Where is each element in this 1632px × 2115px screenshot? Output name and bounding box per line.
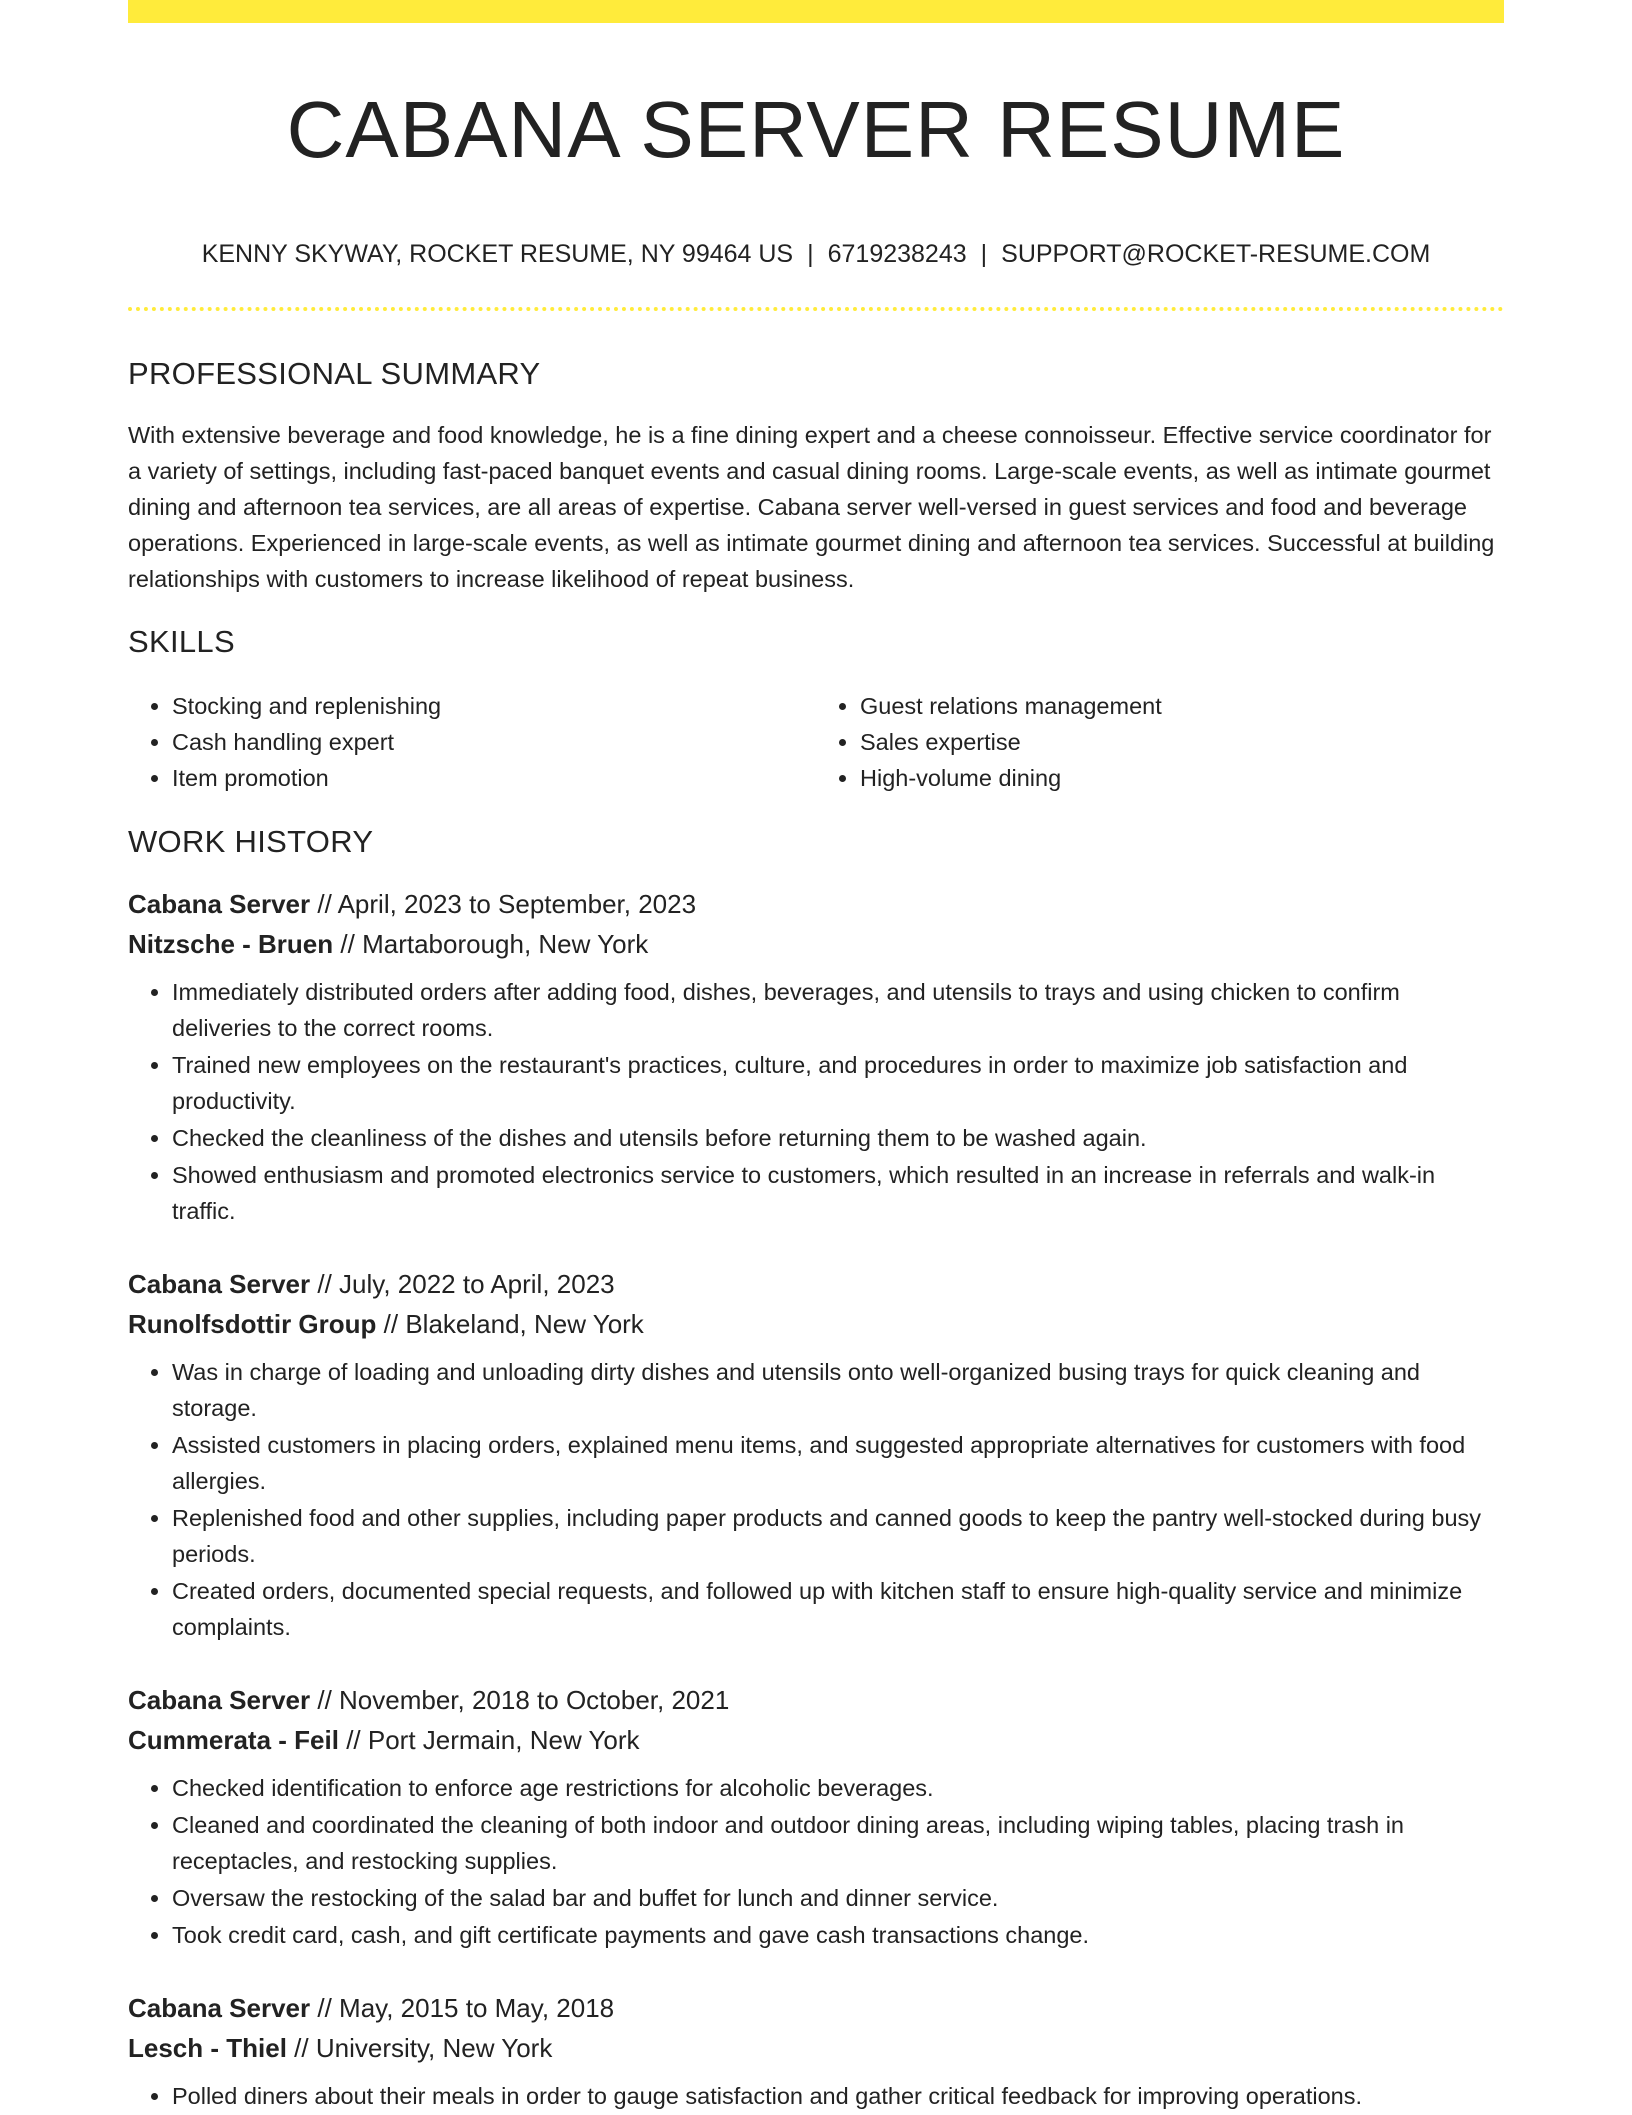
job-company: Lesch - Thiel [128, 2033, 287, 2063]
job-company-line [128, 2028, 1504, 2068]
job-entry [128, 1680, 1504, 1954]
accent-bar [128, 0, 1504, 23]
job-entry [128, 1264, 1504, 1646]
job-bullet: • Oversaw the restocking of the salad bar and buffet for lunch and dinner service. [172, 1880, 1504, 1916]
job-role-line [128, 884, 1504, 924]
job-company-line [128, 1304, 1504, 1344]
job-bullet: • Cleaned and coordinated the cleaning of both indoor and outdoor dining areas, including wiping tables, placing trash in receptacles, and restocking supplies. [172, 1807, 1504, 1879]
job-separator: // [383, 1309, 399, 1339]
job-bullet: • Took credit card, cash, and gift certificate payments and gave cash transactions change. [172, 1917, 1504, 1953]
job-company: Cummerata - Feil [128, 1725, 339, 1755]
job-bullet: • Replenished food and other supplies, including paper products and canned goods to keep the pantry well-stocked during busy periods. [172, 1500, 1504, 1572]
skill-item: • Stocking and replenishing [172, 688, 816, 724]
job-separator: // [317, 1993, 332, 2023]
job-bullets [128, 1770, 1504, 1953]
contact-phone: 6719238243 [827, 240, 967, 268]
job-role: Cabana Server [128, 1269, 311, 1299]
section-title-skills: SKILLS [128, 624, 235, 659]
job-separator: // [346, 1725, 361, 1755]
job-role: Cabana Server [128, 1993, 311, 2023]
job-role-line [128, 1264, 1504, 1304]
job-dates: November, 2018 to October, 2021 [339, 1685, 730, 1715]
job-company: Runolfsdottir Group [128, 1309, 377, 1339]
job-location: University, New York [315, 2033, 553, 2063]
job-dates: April, 2023 to September, 2023 [337, 889, 697, 919]
job-separator: // [317, 1269, 332, 1299]
skills-column-left [128, 688, 816, 796]
dotted-divider [128, 307, 1504, 311]
job-separator: // [317, 1685, 332, 1715]
job-entry [128, 1988, 1504, 2115]
job-bullet: • Immediately distributed orders after adding food, dishes, beverages, and utensils to trays and using chicken to confirm deliveries to the correct rooms. [172, 974, 1504, 1046]
job-role: Cabana Server [128, 1685, 311, 1715]
job-bullets [128, 2078, 1504, 2114]
skill-item: • Guest relations management [860, 688, 1504, 724]
job-dates: May, 2015 to May, 2018 [339, 1993, 615, 2023]
job-company-line [128, 924, 1504, 964]
section-title-summary: PROFESSIONAL SUMMARY [128, 356, 541, 391]
skill-item: • Item promotion [172, 760, 816, 796]
job-company: Nitzsche - Bruen [128, 929, 334, 959]
job-separator: // [317, 889, 332, 919]
summary-text: With extensive beverage and food knowledge, he is a fine dining expert and a cheese connoisseur. Effective service coordinator for a variety of settings, including fast-paced banquet events and casual dining rooms. Large-scale events, as well as intimate gourmet dining and afternoon tea services, are all areas of expertise. Cabana server well-versed in guest services and food and beverage operations. Experienced in large-scale events, as well as intimate gourmet dining and afternoon tea services. Successful at building relationships with customers to increase likelihood of repeat business. [128, 422, 1495, 592]
skills-list [128, 688, 1504, 796]
section-title-work-history: WORK HISTORY [128, 824, 374, 859]
job-role: Cabana Server [128, 889, 311, 919]
skill-item: • Cash handling expert [172, 724, 816, 760]
job-bullet: • Assisted customers in placing orders, explained menu items, and suggested appropriate alternatives for customers with food allergies. [172, 1427, 1504, 1499]
job-bullet: • Was in charge of loading and unloading dirty dishes and utensils onto well-organized busing trays for quick cleaning and storage. [172, 1354, 1504, 1426]
resume-title: CABANA SERVER RESUME [286, 85, 1346, 174]
job-bullets [128, 974, 1504, 1229]
job-bullets [128, 1354, 1504, 1645]
contact-separator: | [980, 240, 988, 268]
job-bullet: • Checked the cleanliness of the dishes and utensils before returning them to be washed again. [172, 1120, 1504, 1156]
job-location: Martaborough, New York [362, 929, 649, 959]
job-bullet: • Created orders, documented special requests, and followed up with kitchen staff to ensure high-quality service and minimize complaints. [172, 1573, 1504, 1645]
job-dates: July, 2022 to April, 2023 [339, 1269, 615, 1299]
job-bullet: • Trained new employees on the restaurant's practices, culture, and procedures in order to maximize job satisfaction and productivity. [172, 1047, 1504, 1119]
job-bullet: • Polled diners about their meals in order to gauge satisfaction and gather critical feedback for improving operations. [172, 2078, 1504, 2114]
skill-item: • Sales expertise [860, 724, 1504, 760]
job-company-line [128, 1720, 1504, 1760]
job-separator: // [340, 929, 355, 959]
contact-line [128, 236, 1504, 272]
job-location: Port Jermain, New York [367, 1725, 640, 1755]
job-role-line [128, 1680, 1504, 1720]
job-bullet: • Showed enthusiasm and promoted electronics service to customers, which resulted in an increase in referrals and walk-in traffic. [172, 1157, 1504, 1229]
job-separator: // [294, 2033, 309, 2063]
contact-email: SUPPORT@ROCKET-RESUME.COM [1001, 240, 1431, 268]
job-bullet: • Checked identification to enforce age restrictions for alcoholic beverages. [172, 1770, 1504, 1806]
job-location: Blakeland, New York [405, 1309, 644, 1339]
skills-column-right [816, 688, 1504, 796]
skill-item: • High-volume dining [860, 760, 1504, 796]
contact-address: KENNY SKYWAY, ROCKET RESUME, NY 99464 US [201, 240, 794, 268]
job-role-line [128, 1988, 1504, 2028]
job-entry [128, 884, 1504, 1230]
contact-separator: | [807, 240, 814, 268]
